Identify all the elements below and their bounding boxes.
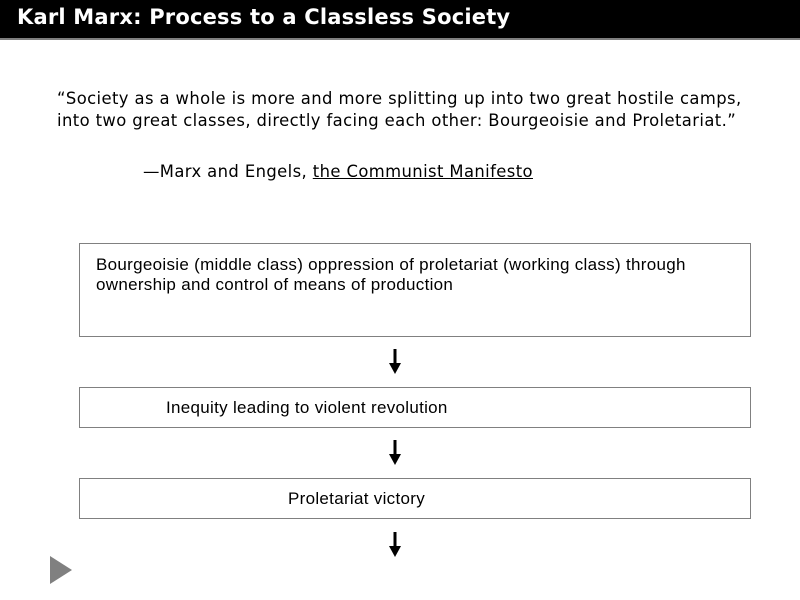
arrow-down-icon (385, 532, 405, 558)
attribution-source: the Communist Manifesto (312, 162, 533, 181)
quote-attribution (143, 162, 533, 181)
quote-text: “Society as a whole is more and more splitting up into two great hostile camps, into two great classes, directly facing each other: Bourgeoisie and Proletariat.” (57, 89, 742, 130)
flow-step-text: Bourgeoisie (middle class) oppression of proletariat (working class) through ownership and control of means of production (96, 255, 686, 294)
flow-step-text: Proletariat victory (288, 489, 426, 508)
title-bar (0, 0, 800, 40)
play-triangle-icon[interactable] (49, 555, 73, 585)
arrow-down-icon (385, 349, 405, 375)
slide-title: Karl Marx: Process to a Classless Society (17, 5, 511, 29)
flow-step-box (79, 478, 751, 519)
flow-step-box (79, 243, 751, 337)
flow-step-box (79, 387, 751, 428)
flow-step-text: Inequity leading to violent revolution (166, 398, 448, 417)
arrow-down-icon (385, 440, 405, 466)
attribution-prefix: —Marx and Engels, (143, 162, 313, 181)
